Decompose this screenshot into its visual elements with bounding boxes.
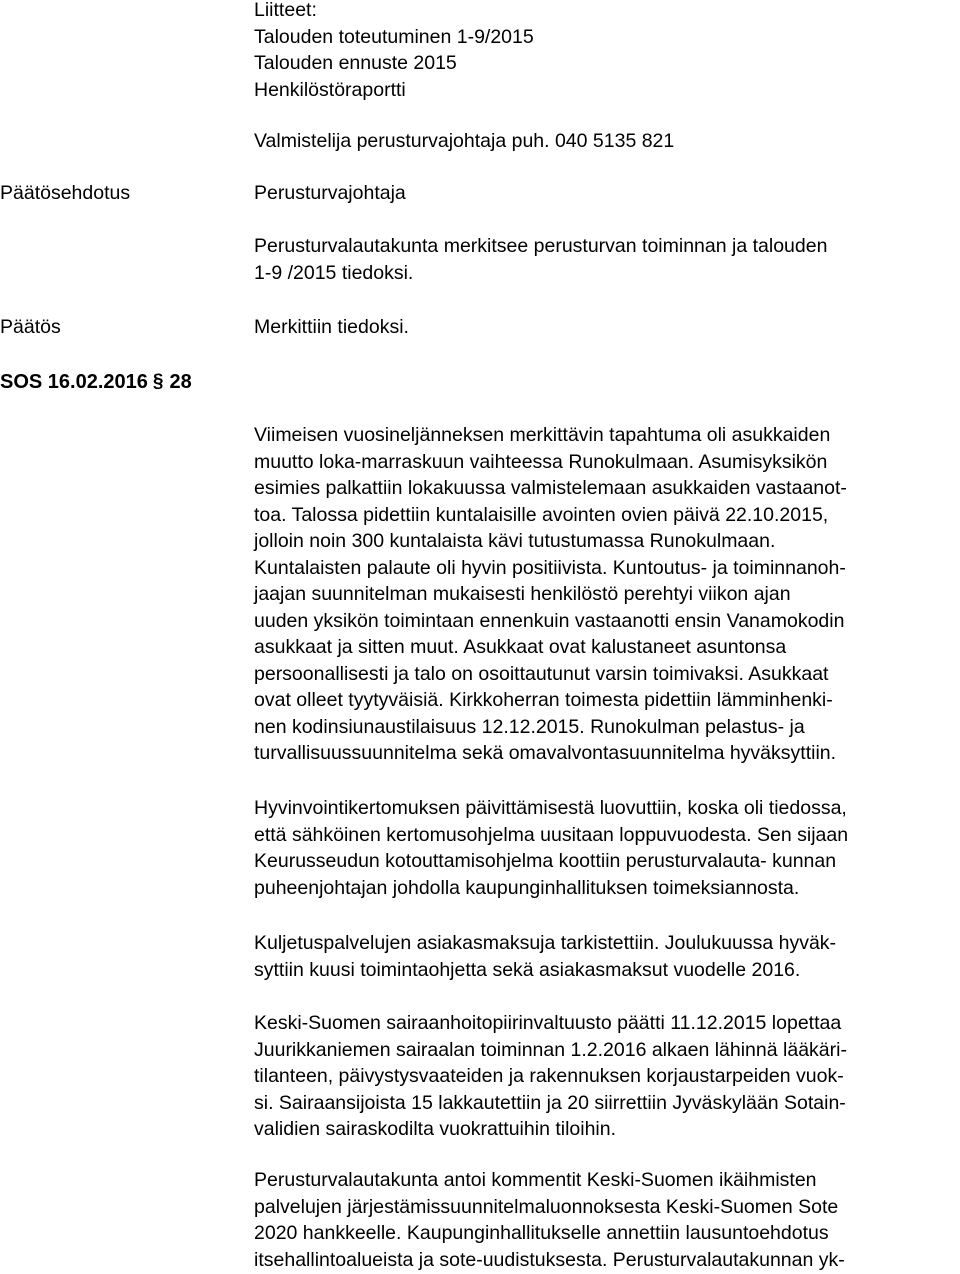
paragraph-line: turvallisuussuunnitelma sekä omavalvontasuunnitelma hyväksyttiin. — [254, 742, 837, 764]
paragraph-line: uuden yksikön toimintaan ennenkuin vastaanotti ensin Vanamokodin — [254, 609, 845, 632]
paragraph-line: että sähköinen kertomusohjelma uusitaan loppuvuodesta. Sen sijaan — [254, 823, 849, 846]
paragraph-line: syttiin kuusi toimintaohjetta sekä asiakasmaksut vuodelle 2016. — [254, 958, 801, 981]
attachments-heading: Liitteet: — [254, 0, 317, 21]
paragraph-line: Hyvinvointikertomuksen päivittämisestä luovuttiin, koska oli tiedossa, — [254, 797, 847, 819]
decision-text-block — [254, 314, 958, 341]
paragraph — [254, 422, 958, 767]
paragraph-line: toa. Talossa pidettiin kuntalaisille avointen ovien päivä 22.10.2015, — [254, 503, 829, 526]
paragraph-line: esimies palkattiin lokakuussa valmistelemaan asukkaiden vastaanot- — [254, 477, 847, 499]
section-icon: § — [152, 371, 164, 392]
proposal-line: 1-9 /2015 tiedoksi. — [254, 261, 414, 284]
paragraph-line: muutto loka-marraskuun vaihteessa Runokulmaan. Asumisyksikön — [254, 450, 828, 473]
decision-label: Päätös — [0, 316, 61, 338]
paragraph-line: Perusturvalautakunta antoi kommentit Keski-Suomen ikäihmisten — [254, 1169, 817, 1191]
paragraph-line: Juurikkaniemen sairaalan toiminnan 1.2.2016 alkaen lähinnä lääkäri- — [254, 1038, 847, 1061]
proposal-presenter: Perusturvajohtaja — [254, 182, 406, 204]
decision-text: Merkittiin tiedoksi. — [254, 316, 409, 338]
paragraph-line: Keski-Suomen sairaanhoitopiirinvaltuusto päätti 11.12.2015 lopettaa — [254, 1012, 842, 1034]
paragraph-line: Keurusseudun kotouttamisohjelma koottiin perusturvalauta- kunnan — [254, 850, 837, 872]
paragraph-line: validien sairaskodilta vuokrattuihin tiloihin. — [254, 1118, 617, 1140]
paragraph-line: persoonallisesti ja talo on osoittautunut varsin toimivaksi. Asukkaat — [254, 662, 829, 685]
preparer-line — [254, 128, 958, 155]
paragraph-line: tilanteen, päivystysvaateiden ja rakennuksen korjaustarpeiden vuok- — [254, 1065, 844, 1087]
proposal-text-block — [254, 233, 958, 286]
paragraph-line: nen kodinsiunaustilaisuus 12.12.2015. Runokulman pelastus- ja — [254, 715, 805, 738]
proposal-presenter-block — [254, 180, 958, 207]
paragraph-line: jolloin noin 300 kuntalaista kävi tutustumassa Runokulmaan. — [254, 530, 776, 552]
paragraph-line: puheenjohtajan johdolla kaupunginhallituksen toimeksiannosta. — [254, 876, 800, 899]
paragraph-line: Viimeisen vuosineljänneksen merkittävin tapahtuma oli asukkaiden — [254, 424, 831, 446]
proposal-label: Päätösehdotus — [0, 182, 131, 204]
paragraph — [254, 795, 958, 901]
paragraph-line: 2020 hankkeelle. Kaupunginhallitukselle annettiin lausuntoehdotus — [254, 1222, 829, 1244]
paragraph — [254, 1167, 958, 1273]
section-number: 28 — [169, 371, 192, 393]
attachment-item: Talouden toteutuminen 1-9/2015 — [254, 25, 534, 48]
paragraph-line: Kuntalaisten palaute oli hyvin positiivista. Kuntoutus- ja toiminnanoh- — [254, 556, 846, 579]
paragraph — [254, 930, 958, 983]
paragraph-line: palvelujen järjestämissuunnitelmaluonnoksesta Keski-Suomen Sote — [254, 1195, 839, 1218]
paragraph-line: jaajan suunnitelman mukaisesti henkilöstö perehtyi viikon ajan — [254, 583, 791, 605]
proposal-line: Perusturvalautakunta merkitsee perusturvan toiminnan ja talouden — [254, 235, 828, 257]
paragraph — [254, 1010, 958, 1143]
paragraph-line: si. Sairaansijoista 15 lakkautettiin ja 20 siirrettiin Jyväskylään Sotain- — [254, 1091, 846, 1114]
paragraph-line: ovat olleet tyytyväisiä. Kirkkoherran toimesta pidettiin lämminhenki- — [254, 689, 833, 711]
section-header — [0, 369, 192, 395]
paragraph-line: asukkaat ja sitten muut. Asukkaat ovat kalustaneet asuntonsa — [254, 636, 787, 658]
attachment-item: Henkilöstöraportti — [254, 78, 406, 101]
preparer-text: Valmistelija perusturvajohtaja puh. 040 5135 821 — [254, 130, 675, 152]
attachments-block — [254, 0, 958, 103]
paragraph-line: itsehallintoalueista ja sote-uudistuksesta. Perusturvalautakunnan yk- — [254, 1248, 845, 1271]
attachment-item: Talouden ennuste 2015 — [254, 52, 457, 74]
paragraph-line: Kuljetuspalvelujen asiakasmaksuja tarkistettiin. Joulukuussa hyväk- — [254, 932, 837, 954]
meeting-reference: SOS 16.02.2016 — [0, 371, 148, 393]
